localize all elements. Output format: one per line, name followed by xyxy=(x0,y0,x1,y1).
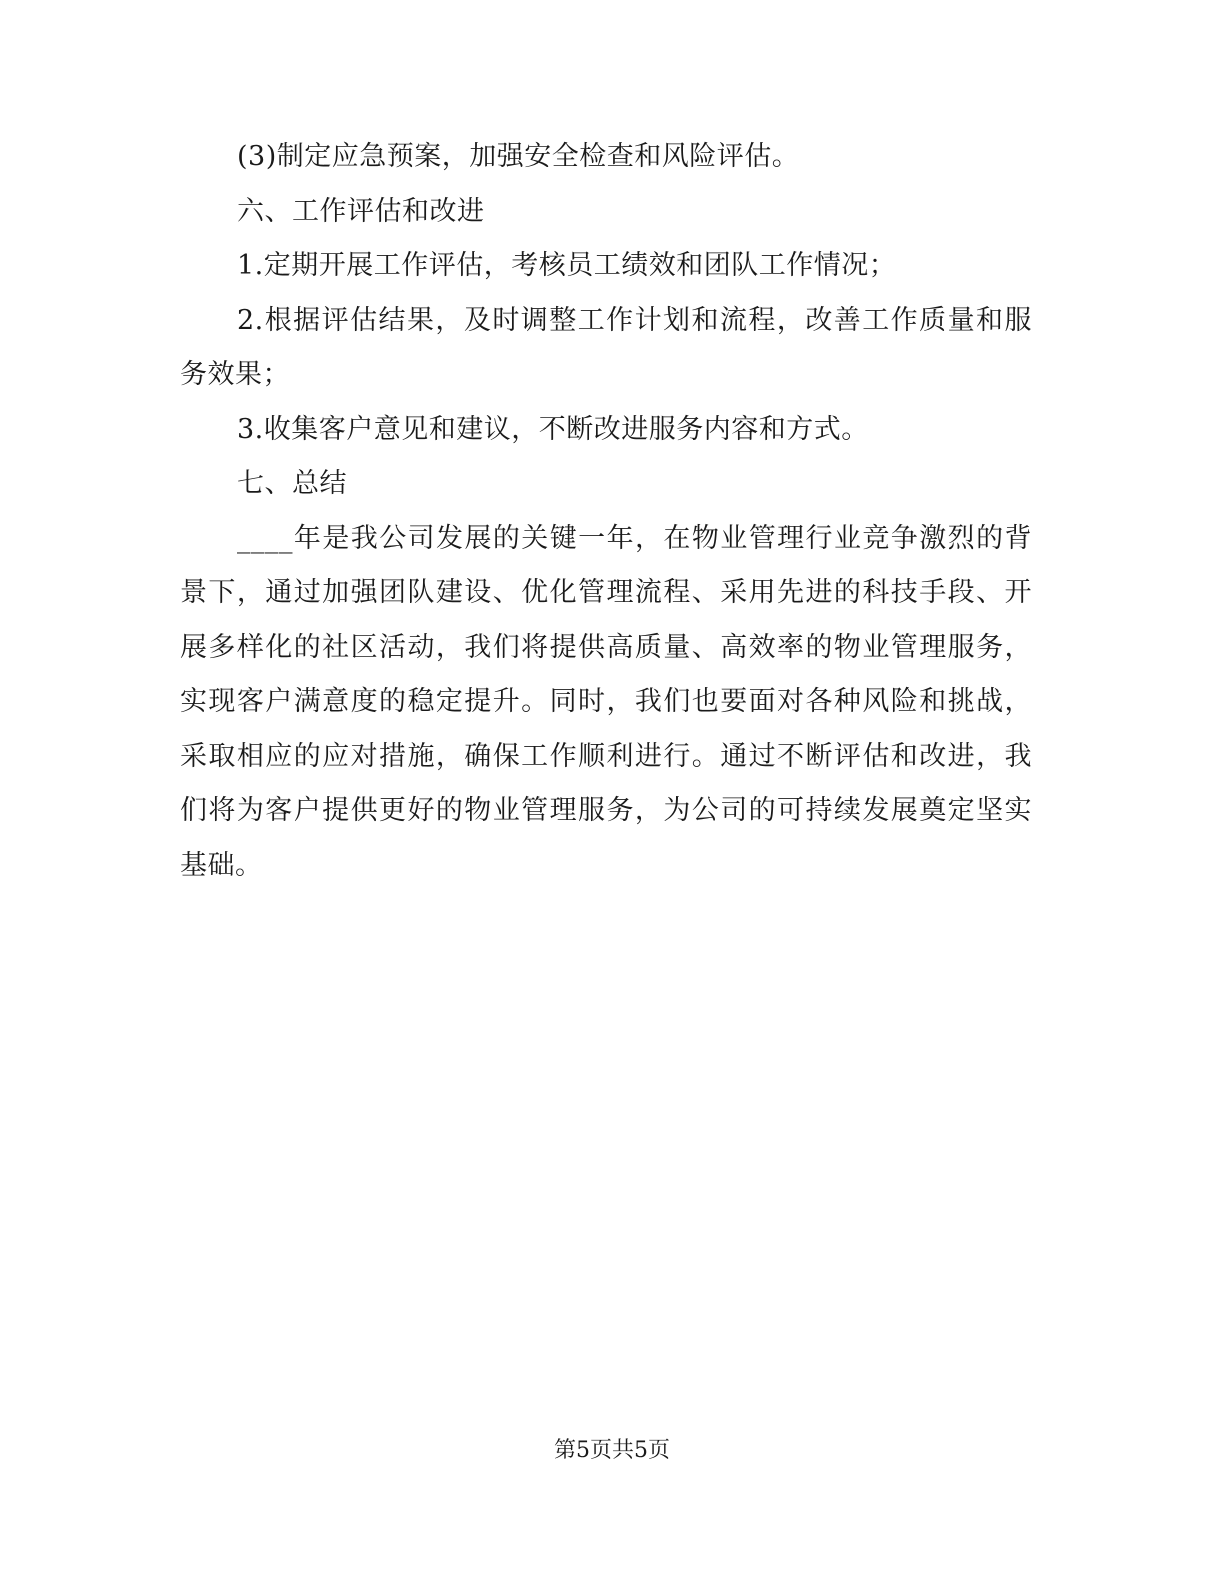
list-item-3: 3.收集客户意见和建议，不断改进服务内容和方式。 xyxy=(237,413,869,445)
page-number-footer: 第5页共5页 xyxy=(554,1438,670,1463)
document-body xyxy=(180,130,1032,893)
paragraph-emergency-plan: (3)制定应急预案，加强安全检查和风险评估。 xyxy=(237,141,800,172)
list-item-1: 1.定期开展工作评估，考核员工绩效和团队工作情况； xyxy=(237,250,897,281)
summary-paragraph: ____年是我公司发展的关键一年，在物业管理行业竞争激烈的背景下，通过加强团队建设、优化管理流程、采用先进的科技手段、开展多样化的社区活动，我们将提供高质量、高效率的物业管理服务，实现客户满意度的稳定提升。同时，我们也要面对各种风险和挑战，采取相应的应对措施，确保工作顺利进行。通过不断评估和改进，我们将为客户提供更好的物业管理服务，为公司的可持续发展奠定坚实基础。 xyxy=(180,522,1032,881)
heading-section-six: 六、工作评估和改进 xyxy=(237,195,485,227)
heading-section-seven: 七、总结 xyxy=(237,468,347,499)
list-item-2: 2.根据评估结果，及时调整工作计划和流程，改善工作质量和服务效果； xyxy=(180,304,1032,390)
